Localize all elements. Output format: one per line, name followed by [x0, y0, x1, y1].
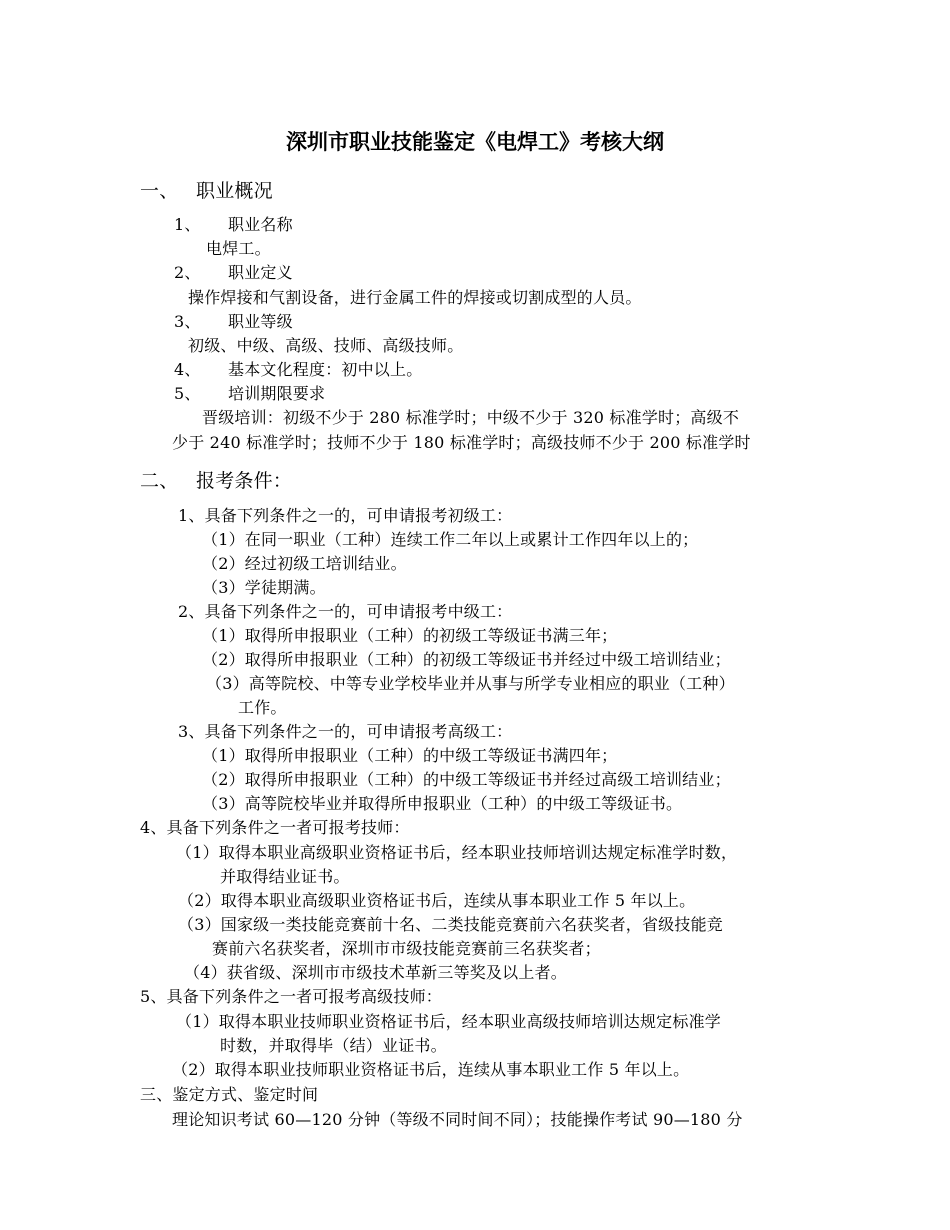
condition-5-item-1-line-1: （1）取得本职业技师职业资格证书后，经本职业高级技师培训达规定标准学 — [176, 1012, 721, 1031]
item-5-text-line-2: 少于 240 标准学时；技师不少于 180 标准学时；高级技师不少于 200 标准学时 — [172, 433, 751, 452]
item-2-heading — [174, 263, 293, 283]
document-title: 深圳市职业技能鉴定《电焊工》考核大纲 — [286, 129, 664, 154]
condition-2-item-3-line-2: 工作。 — [238, 698, 287, 717]
item-3-heading — [174, 312, 293, 332]
item-5-heading — [174, 384, 325, 404]
item-1-label: 职业名称 — [228, 215, 293, 234]
section-3-heading: 三、鉴定方式、鉴定时间 — [140, 1085, 319, 1104]
condition-3: 3、具备下列条件之一的，可申请报考高级工： — [178, 722, 513, 741]
item-4-number: 4、 — [174, 360, 201, 379]
condition-4-item-1-line-1: （1）取得本职业高级职业资格证书后，经本职业技师培训达规定标准学时数， — [176, 843, 738, 862]
condition-4-item-4: （4）获省级、深圳市市级技术革新三等奖及以上者。 — [184, 963, 567, 982]
condition-4: 4、具备下列条件之一者可报考技师： — [140, 818, 410, 837]
condition-3-item-3: （3）高等院校毕业并取得所申报职业（工种）的中级工等级证书。 — [202, 794, 683, 813]
condition-1-item-1: （1）在同一职业（工种）连续工作二年以上或累计工作四年以上的； — [202, 530, 699, 549]
section-2-title: 报考条件： — [196, 470, 293, 492]
item-4-label: 基本文化程度：初中以上。 — [228, 360, 423, 379]
section-1-heading — [140, 179, 273, 203]
item-2-label: 职业定义 — [228, 263, 293, 282]
item-4-heading — [174, 360, 422, 380]
item-2-number: 2、 — [174, 263, 201, 282]
condition-1-item-3: （3）学徒期满。 — [202, 578, 326, 597]
item-1-heading — [174, 215, 293, 235]
item-2-text: 操作焊接和气割设备，进行金属工件的焊接或切割成型的人员。 — [188, 288, 642, 307]
condition-3-item-1: （1）取得所申报职业（工种）的中级工等级证书满四年； — [202, 746, 618, 765]
condition-4-item-2: （2）取得本职业高级职业资格证书后，连续从事本职业工作 5 年以上。 — [178, 891, 696, 910]
condition-3-item-2: （2）取得所申报职业（工种）的中级工等级证书并经过高级工培训结业； — [202, 770, 731, 789]
condition-5-item-1-line-2: 时数，并取得毕（结）业证书。 — [220, 1036, 447, 1055]
condition-1-item-2: （2）经过初级工培训结业。 — [202, 554, 407, 573]
condition-2-item-1: （1）取得所申报职业（工种）的初级工等级证书满三年； — [202, 626, 618, 645]
item-5-label: 培训期限要求 — [228, 384, 326, 403]
section-1-number: 一、 — [140, 180, 179, 202]
condition-2: 2、具备下列条件之一的，可申请报考中级工： — [178, 602, 513, 621]
condition-2-item-3-line-1: （3）高等院校、中等专业学校毕业并从事与所学专业相应的职业（工种） — [206, 674, 735, 693]
item-5-text-line-1: 晋级培训：初级不少于 280 标准学时；中级不少于 320 标准学时；高级不 — [202, 408, 740, 427]
item-3-label: 职业等级 — [228, 312, 293, 331]
condition-4-item-3-line-1: （3）国家级一类技能竞赛前十名、二类技能竞赛前六名获奖者，省级技能竞 — [178, 915, 723, 934]
item-3-text: 初级、中级、高级、技师、高级技师。 — [188, 336, 464, 355]
condition-5-item-2: （2）取得本职业技师职业资格证书后，连续从事本职业工作 5 年以上。 — [172, 1060, 690, 1079]
item-1-text: 电焊工。 — [206, 239, 271, 258]
condition-2-item-2: （2）取得所申报职业（工种）的初级工等级证书并经过中级工培训结业； — [202, 650, 731, 669]
section-2-heading — [140, 469, 292, 493]
condition-4-item-1-line-2: 并取得结业证书。 — [220, 867, 350, 886]
section-1-title: 职业概况 — [196, 180, 273, 202]
item-1-number: 1、 — [174, 215, 201, 234]
section-3-text: 理论知识考试 60—120 分钟（等级不同时间不同）；技能操作考试 90—180 分 — [172, 1110, 743, 1129]
condition-4-item-3-line-2: 赛前六名获奖者，深圳市市级技能竞赛前三名获奖者； — [212, 939, 601, 958]
item-3-number: 3、 — [174, 312, 201, 331]
condition-5: 5、具备下列条件之一者可报考高级技师： — [140, 987, 442, 1006]
section-2-number: 二、 — [140, 470, 179, 492]
item-5-number: 5、 — [174, 384, 201, 403]
condition-1: 1、具备下列条件之一的，可申请报考初级工： — [178, 506, 513, 525]
